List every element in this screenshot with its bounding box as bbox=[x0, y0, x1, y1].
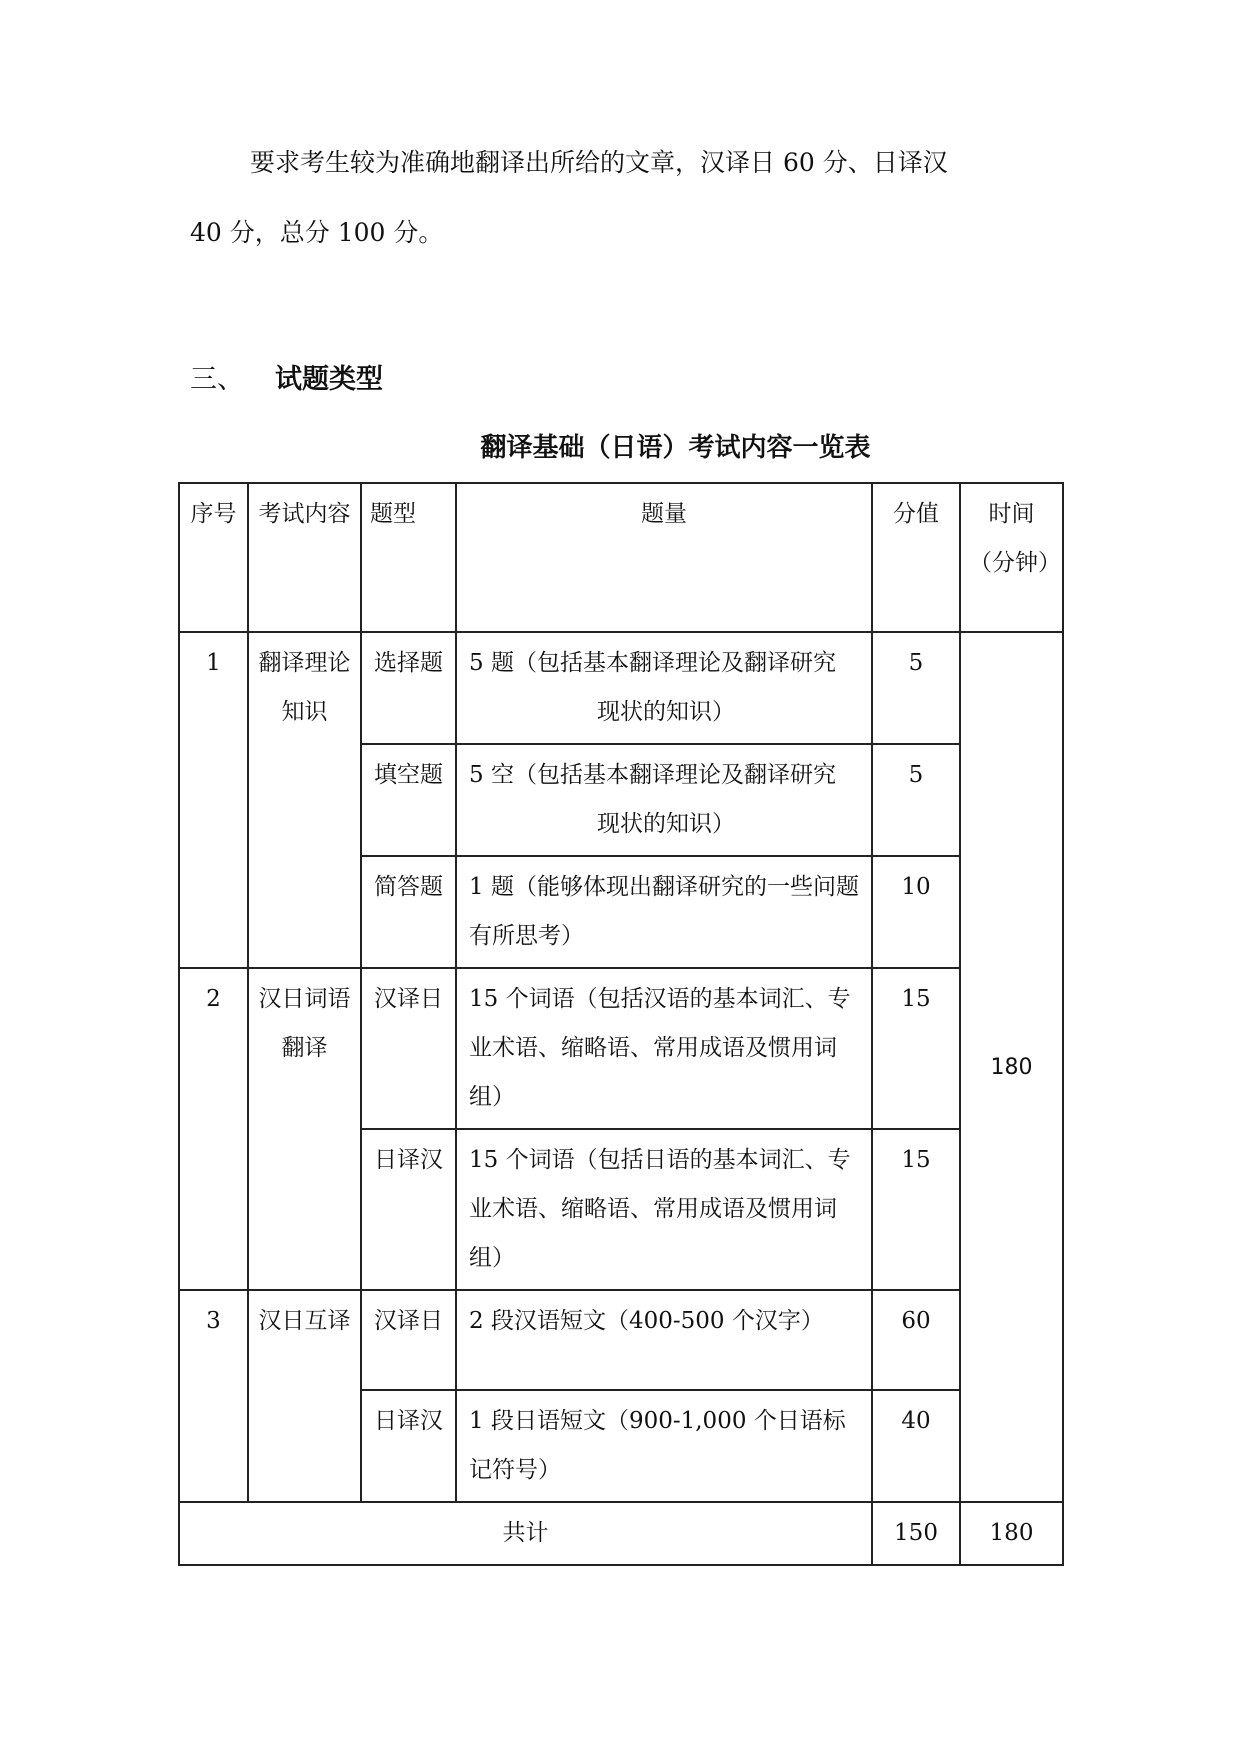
row-amount: 1 题（能够体现出翻译研究的一些问题有所思考） bbox=[456, 856, 872, 968]
row-amount bbox=[456, 744, 872, 856]
row-type: 填空题 bbox=[361, 744, 456, 856]
row-amount-line: 现状的知识） bbox=[597, 699, 735, 725]
table-row bbox=[179, 632, 1063, 744]
section-number: 三、 bbox=[190, 364, 244, 395]
total-label: 共计 bbox=[179, 1502, 872, 1565]
total-score: 150 bbox=[872, 1502, 960, 1565]
row-amount: 15 个词语（包括日语的基本词汇、专业术语、缩略语、常用成语及惯用词组） bbox=[456, 1129, 872, 1290]
row-score: 5 bbox=[872, 744, 960, 856]
row-type: 日译汉 bbox=[361, 1390, 456, 1502]
time-merged-cell: 180 bbox=[960, 632, 1063, 1502]
row-content: 汉日词语翻译 bbox=[248, 968, 361, 1290]
row-amount-line: 5 题（包括基本翻译理论及翻译研究 bbox=[469, 650, 836, 676]
row-score: 40 bbox=[872, 1390, 960, 1502]
row-amount: 2 段汉语短文（400-500 个汉字） bbox=[456, 1290, 872, 1390]
row-type: 日译汉 bbox=[361, 1129, 456, 1290]
row-score: 15 bbox=[872, 1129, 960, 1290]
header-time: 时间（分钟） bbox=[960, 483, 1063, 632]
row-amount-line: 5 空（包括基本翻译理论及翻译研究 bbox=[469, 762, 836, 788]
header-score: 分值 bbox=[872, 483, 960, 632]
table-title: 翻译基础（日语）考试内容一览表 bbox=[480, 433, 871, 463]
table-row bbox=[179, 968, 1063, 1129]
intro-text-2: 40 分，总分 100 分。 bbox=[190, 218, 444, 247]
table-total-row bbox=[179, 1502, 1063, 1565]
exam-content-table bbox=[178, 482, 1064, 1566]
header-index: 序号 bbox=[179, 483, 248, 632]
header-type: 题型 bbox=[361, 483, 456, 632]
row-score: 15 bbox=[872, 968, 960, 1129]
row-type: 汉译日 bbox=[361, 968, 456, 1129]
row-amount: 1 段日语短文（900-1,000 个日语标记符号） bbox=[456, 1390, 872, 1502]
table-header-row bbox=[179, 483, 1063, 632]
row-amount-line: 现状的知识） bbox=[597, 811, 735, 837]
row-amount bbox=[456, 632, 872, 744]
row-content: 汉日互译 bbox=[248, 1290, 361, 1502]
row-index: 1 bbox=[179, 632, 248, 968]
row-index: 3 bbox=[179, 1290, 248, 1502]
section-title: 试题类型 bbox=[275, 364, 383, 395]
total-time: 180 bbox=[960, 1502, 1063, 1565]
intro-text-1: 要求考生较为准确地翻译出所给的文章，汉译日 60 分、日译汉 bbox=[250, 148, 948, 177]
row-type: 汉译日 bbox=[361, 1290, 456, 1390]
section-heading bbox=[190, 357, 383, 396]
row-score: 5 bbox=[872, 632, 960, 744]
row-score: 10 bbox=[872, 856, 960, 968]
table-row bbox=[179, 1290, 1063, 1390]
header-content: 考试内容 bbox=[248, 483, 361, 632]
row-index: 2 bbox=[179, 968, 248, 1290]
intro-line-2 bbox=[190, 198, 1060, 268]
header-amount: 题量 bbox=[456, 483, 872, 632]
intro-line-1 bbox=[190, 128, 1060, 198]
row-amount: 15 个词语（包括汉语的基本词汇、专业术语、缩略语、常用成语及惯用词组） bbox=[456, 968, 872, 1129]
row-score: 60 bbox=[872, 1290, 960, 1390]
row-type: 简答题 bbox=[361, 856, 456, 968]
row-type: 选择题 bbox=[361, 632, 456, 744]
row-content: 翻译理论知识 bbox=[248, 632, 361, 968]
